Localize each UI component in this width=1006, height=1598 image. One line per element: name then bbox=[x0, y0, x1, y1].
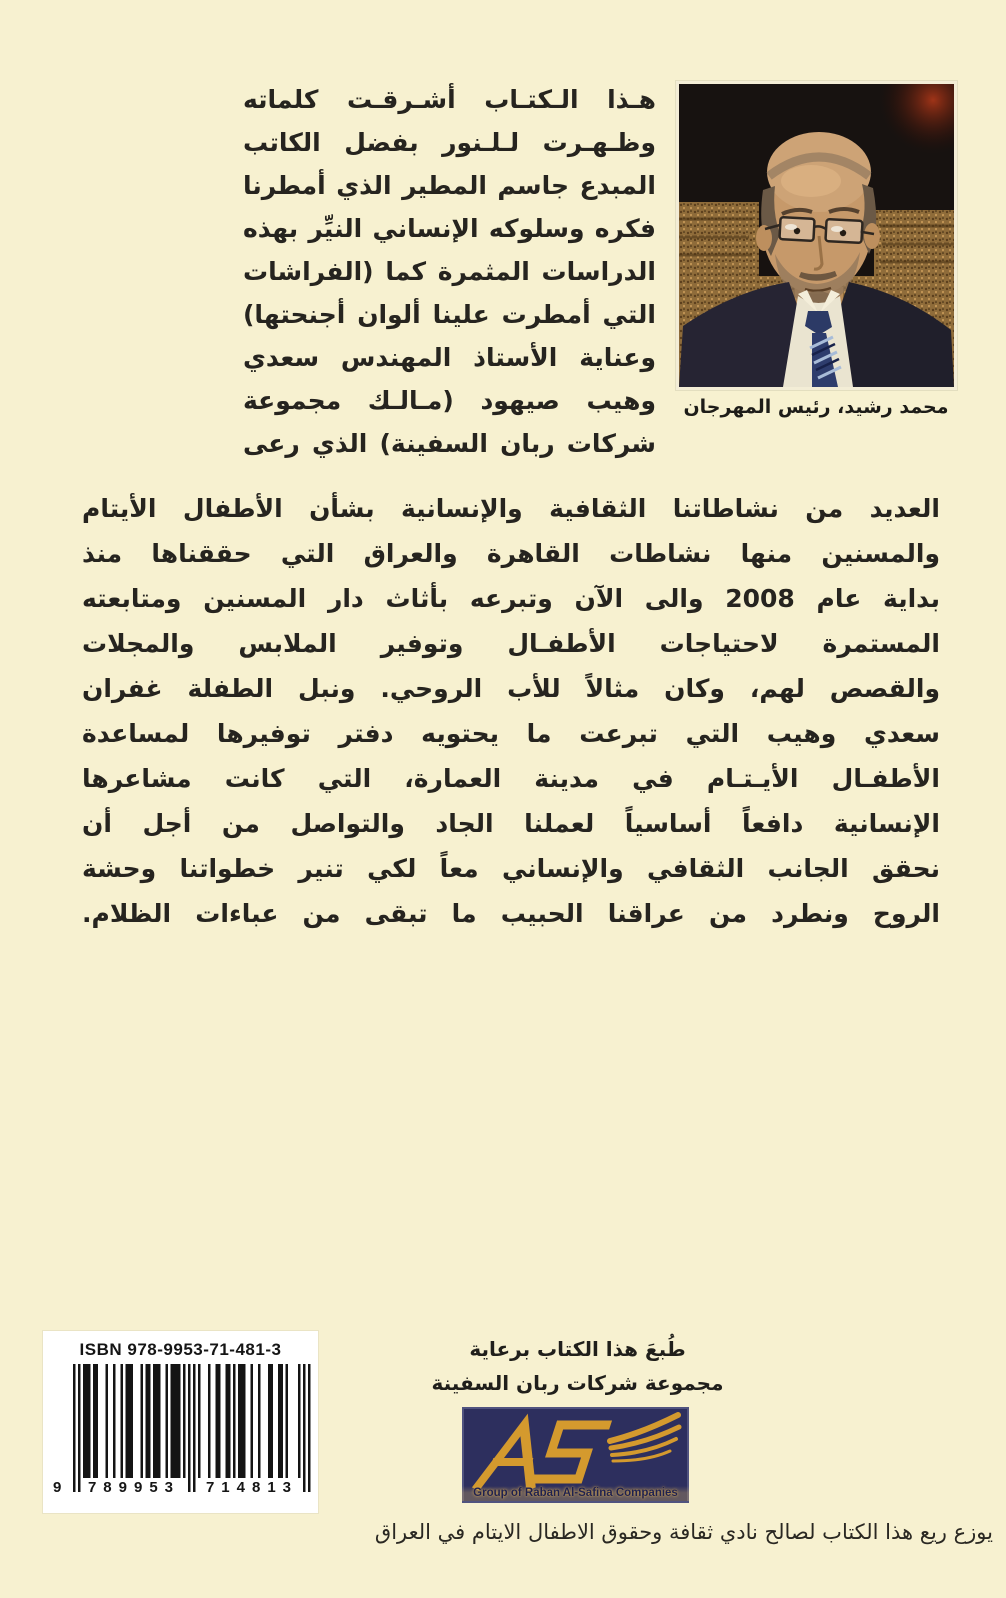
text-line: المبدع جاسم المطير الذي أمطرنا bbox=[243, 171, 656, 200]
text-line: نحقق الجانب الثقافي والإنساني معاً لكي تنير خطواتنا وحشة bbox=[82, 854, 940, 883]
text-line: وعناية الأستاذ المهندس سعدي bbox=[243, 343, 656, 372]
logo-wing-icon bbox=[610, 1415, 679, 1461]
sponsor-note-line-1: طُبعَ هذا الكتاب برعاية bbox=[469, 1337, 686, 1361]
text-line: والمسنين منها نشاطات القاهرة والعراق التي حققناها منذ bbox=[82, 539, 940, 568]
barcode-bars-icon bbox=[73, 1364, 313, 1493]
sponsor-note-line-2: مجموعة شركات ربان السفينة bbox=[431, 1371, 724, 1395]
text-line: سعدي وهيب التي تبرعت ما يحتويه دفتر توفيرها لمساعدة bbox=[82, 719, 940, 748]
text-line: العديد من نشاطاتنا الثقافية والإنسانية بشأن الأطفال الأيتام bbox=[82, 494, 940, 523]
photo-caption: محمد رشيد، رئيس المهرجان bbox=[683, 396, 949, 418]
barcode-digits bbox=[43, 1479, 318, 1501]
text-line: بداية عام 2008 والى الآن وتبرعه بأثاث دار المسنين ومتابعته bbox=[82, 584, 940, 613]
text-line: والقصص لهم، وكان مثالاً للأب الروحي. ونبل الطفلة غفران bbox=[82, 674, 940, 703]
text-line: وظـهـرت لـلـنور بفضل الكاتب bbox=[243, 128, 656, 157]
text-line: شركات ربان السفينة) الذي رعى bbox=[243, 429, 656, 458]
text-line: المستمرة لاحتياجات الأطفـال وتوفير الملابس والمجلات bbox=[82, 629, 940, 658]
intro-column bbox=[243, 78, 656, 465]
ean-first-digit: 9 bbox=[53, 1479, 62, 1496]
isbn-barcode bbox=[43, 1331, 318, 1513]
portrait-photo bbox=[676, 81, 957, 390]
ean-group-2: 714813 bbox=[205, 1479, 299, 1496]
text-line: فكره وسلوكه الإنساني النيِّر بهذه bbox=[243, 214, 656, 243]
publisher-logo bbox=[462, 1407, 689, 1503]
portrait-illustration bbox=[679, 84, 954, 387]
logo-caption: Group of Raban Al-Safina Companies bbox=[462, 1486, 689, 1501]
text-line: وهيب صيهود (مـالـك مجموعة bbox=[243, 386, 656, 415]
text-line: هـذا الـكتـاب أشـرقـت كلماته bbox=[243, 85, 656, 114]
text-line: الإنسانية دافعاً أساسياً لعملنا الجاد والتواصل من أجل أن bbox=[82, 809, 940, 838]
body-paragraph bbox=[82, 486, 940, 936]
text-line: الروح ونطرد من عراقنا الحبيب ما تبقى من عباءات الظلام. bbox=[82, 899, 940, 928]
isbn-label: ISBN 978-9953-71-481-3 bbox=[79, 1340, 282, 1359]
text-line: التي أمطرت علينا ألوان أجنحتها) bbox=[243, 300, 656, 329]
ean-group-1: 789953 bbox=[87, 1479, 181, 1496]
text-line: الدراسات المثمرة كما (الفراشات bbox=[243, 257, 656, 286]
footer-note: يوزع ريع هذا الكتاب لصالح نادي ثقافة وحقوق الاطفال الايتام في العراق bbox=[374, 1520, 993, 1544]
text-line: الأطفـال الأيـتـام في مدينة العمارة، التي كانت مشاعرها bbox=[82, 764, 940, 793]
